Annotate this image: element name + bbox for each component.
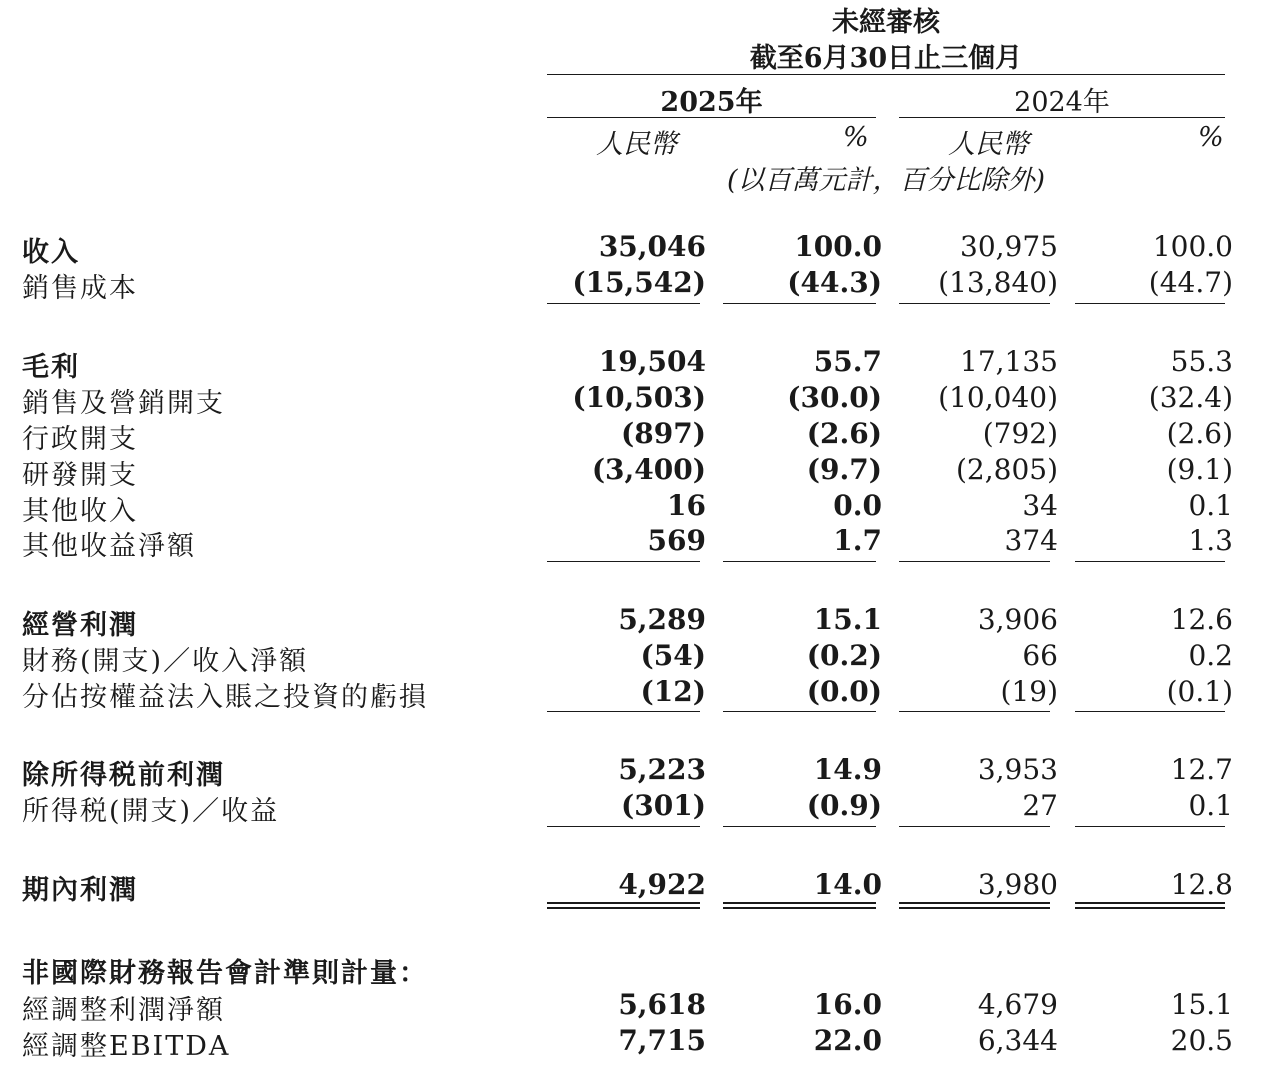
value-2024: 17,135 (960, 345, 1058, 378)
subtotal-rule (1075, 826, 1225, 827)
percent-2025-value: (30.0) (787, 381, 882, 414)
value-2025: 16 (667, 489, 706, 522)
row-label: 經調整利潤淨額 (22, 995, 225, 1026)
value-2025: (301) (621, 789, 706, 822)
row-label: 所得税(開支)／收益 (22, 796, 280, 827)
year-2025-rule (547, 117, 876, 118)
value-2025: 4,922 (618, 868, 706, 901)
section-heading: 非國際財務報告會計準則計量： (22, 958, 428, 989)
percent-2024-value: 12.7 (1170, 753, 1233, 786)
value-2025: 5,289 (618, 603, 706, 636)
total-double-rule (723, 902, 876, 909)
value-2024: 6,344 (977, 1024, 1058, 1057)
header-rule (547, 74, 1225, 75)
subtotal-rule (723, 303, 876, 304)
row-label: 期內利潤 (22, 875, 138, 906)
row-label: 銷售及營銷開支 (22, 388, 225, 419)
percent-2025-value: 100.0 (794, 230, 882, 263)
percent-2025-value: 16.0 (813, 988, 882, 1021)
percent-2025-value: 14.0 (813, 868, 882, 901)
value-2025: (15,542) (572, 266, 706, 299)
percent-2025-value: (44.3) (787, 266, 882, 299)
subtotal-rule (899, 303, 1050, 304)
percent-2025-value: 0.0 (833, 489, 882, 522)
percent-2024-value: 15.1 (1170, 988, 1233, 1021)
value-2025: 569 (647, 524, 706, 557)
subtotal-rule (899, 826, 1050, 827)
subtotal-rule (547, 303, 700, 304)
percent-2024-value: 0.1 (1188, 789, 1233, 822)
year-2025-header: 2025年 (660, 87, 763, 118)
total-double-rule (1075, 902, 1225, 909)
value-2024: (13,840) (938, 266, 1058, 299)
unit-note: (以百萬元計，百分比除外) (726, 165, 1046, 196)
total-double-rule (547, 902, 700, 909)
year-2024-header: 2024年 (1014, 87, 1110, 118)
subtotal-rule (723, 711, 876, 712)
percent-2025-value: 1.7 (833, 524, 882, 557)
percent-2025-value: (0.9) (806, 789, 882, 822)
percent-2024: % (1198, 122, 1224, 153)
percent-2024-value: 12.6 (1170, 603, 1233, 636)
row-label: 經調整EBITDA (22, 1031, 231, 1062)
row-label: 銷售成本 (22, 273, 138, 304)
value-2025: (12) (640, 675, 706, 708)
value-2025: 5,618 (618, 988, 706, 1021)
value-2024: 3,906 (977, 603, 1058, 636)
value-2025: (897) (621, 417, 706, 450)
row-label: 經營利潤 (22, 610, 138, 641)
subtotal-rule (547, 561, 700, 562)
percent-2024-value: 100.0 (1152, 230, 1233, 263)
row-label: 研發開支 (22, 460, 138, 491)
percent-2025: % (843, 122, 869, 153)
value-2024: (792) (982, 417, 1058, 450)
value-2024: (10,040) (938, 381, 1058, 414)
percent-2024-value: 12.8 (1170, 868, 1233, 901)
subtotal-rule (1075, 561, 1225, 562)
subtotal-rule (547, 711, 700, 712)
percent-2025-value: (0.0) (806, 675, 882, 708)
table-period: 截至6月30日止三個月 (749, 43, 1023, 74)
percent-2024-value: 55.3 (1170, 345, 1233, 378)
row-label: 其他收益淨額 (22, 531, 196, 562)
value-2025: 19,504 (598, 345, 706, 378)
percent-2025-value: 22.0 (813, 1024, 882, 1057)
currency-2025: 人民幣 (596, 129, 677, 160)
row-label: 收入 (22, 237, 80, 268)
value-2025: 7,715 (618, 1024, 706, 1057)
percent-2024-value: 1.3 (1188, 524, 1233, 557)
subtotal-rule (1075, 711, 1225, 712)
subtotal-rule (1075, 303, 1225, 304)
subtotal-rule (899, 711, 1050, 712)
subtotal-rule (723, 826, 876, 827)
value-2024: 34 (1022, 489, 1058, 522)
value-2024: 374 (1004, 524, 1058, 557)
percent-2024-value: 0.2 (1188, 639, 1233, 672)
value-2025: (10,503) (572, 381, 706, 414)
subtotal-rule (723, 561, 876, 562)
value-2024: 66 (1022, 639, 1058, 672)
percent-2025-value: 14.9 (813, 753, 882, 786)
value-2024: (2,805) (955, 453, 1058, 486)
row-label: 毛利 (22, 352, 80, 383)
row-label: 分佔按權益法入賬之投資的虧損 (22, 682, 428, 713)
value-2024: 4,679 (977, 988, 1058, 1021)
row-label: 財務(開支)／收入淨額 (22, 646, 309, 677)
value-2024: 30,975 (960, 230, 1058, 263)
row-label: 其他收入 (22, 496, 138, 527)
currency-2024: 人民幣 (948, 129, 1029, 160)
value-2025: 35,046 (598, 230, 706, 263)
subtotal-rule (899, 561, 1050, 562)
percent-2024-value: (44.7) (1148, 266, 1233, 299)
value-2025: 5,223 (618, 753, 706, 786)
percent-2025-value: (9.7) (806, 453, 882, 486)
percent-2024-value: 0.1 (1188, 489, 1233, 522)
percent-2024-value: (0.1) (1166, 675, 1233, 708)
row-label: 除所得税前利潤 (22, 760, 225, 791)
percent-2025-value: (2.6) (806, 417, 882, 450)
percent-2025-value: (0.2) (806, 639, 882, 672)
year-2024-rule (899, 117, 1225, 118)
value-2024: 27 (1022, 789, 1058, 822)
total-double-rule (899, 902, 1050, 909)
percent-2024-value: (32.4) (1148, 381, 1233, 414)
value-2025: (3,400) (591, 453, 706, 486)
subtotal-rule (547, 826, 700, 827)
value-2024: 3,953 (977, 753, 1058, 786)
percent-2025-value: 15.1 (813, 603, 882, 636)
percent-2025-value: 55.7 (813, 345, 882, 378)
value-2025: (54) (640, 639, 706, 672)
percent-2024-value: (9.1) (1166, 453, 1233, 486)
value-2024: (19) (1000, 675, 1058, 708)
percent-2024-value: (2.6) (1166, 417, 1233, 450)
value-2024: 3,980 (977, 868, 1058, 901)
percent-2024-value: 20.5 (1170, 1024, 1233, 1057)
row-label: 行政開支 (22, 424, 138, 455)
table-title: 未經審核 (832, 7, 940, 38)
